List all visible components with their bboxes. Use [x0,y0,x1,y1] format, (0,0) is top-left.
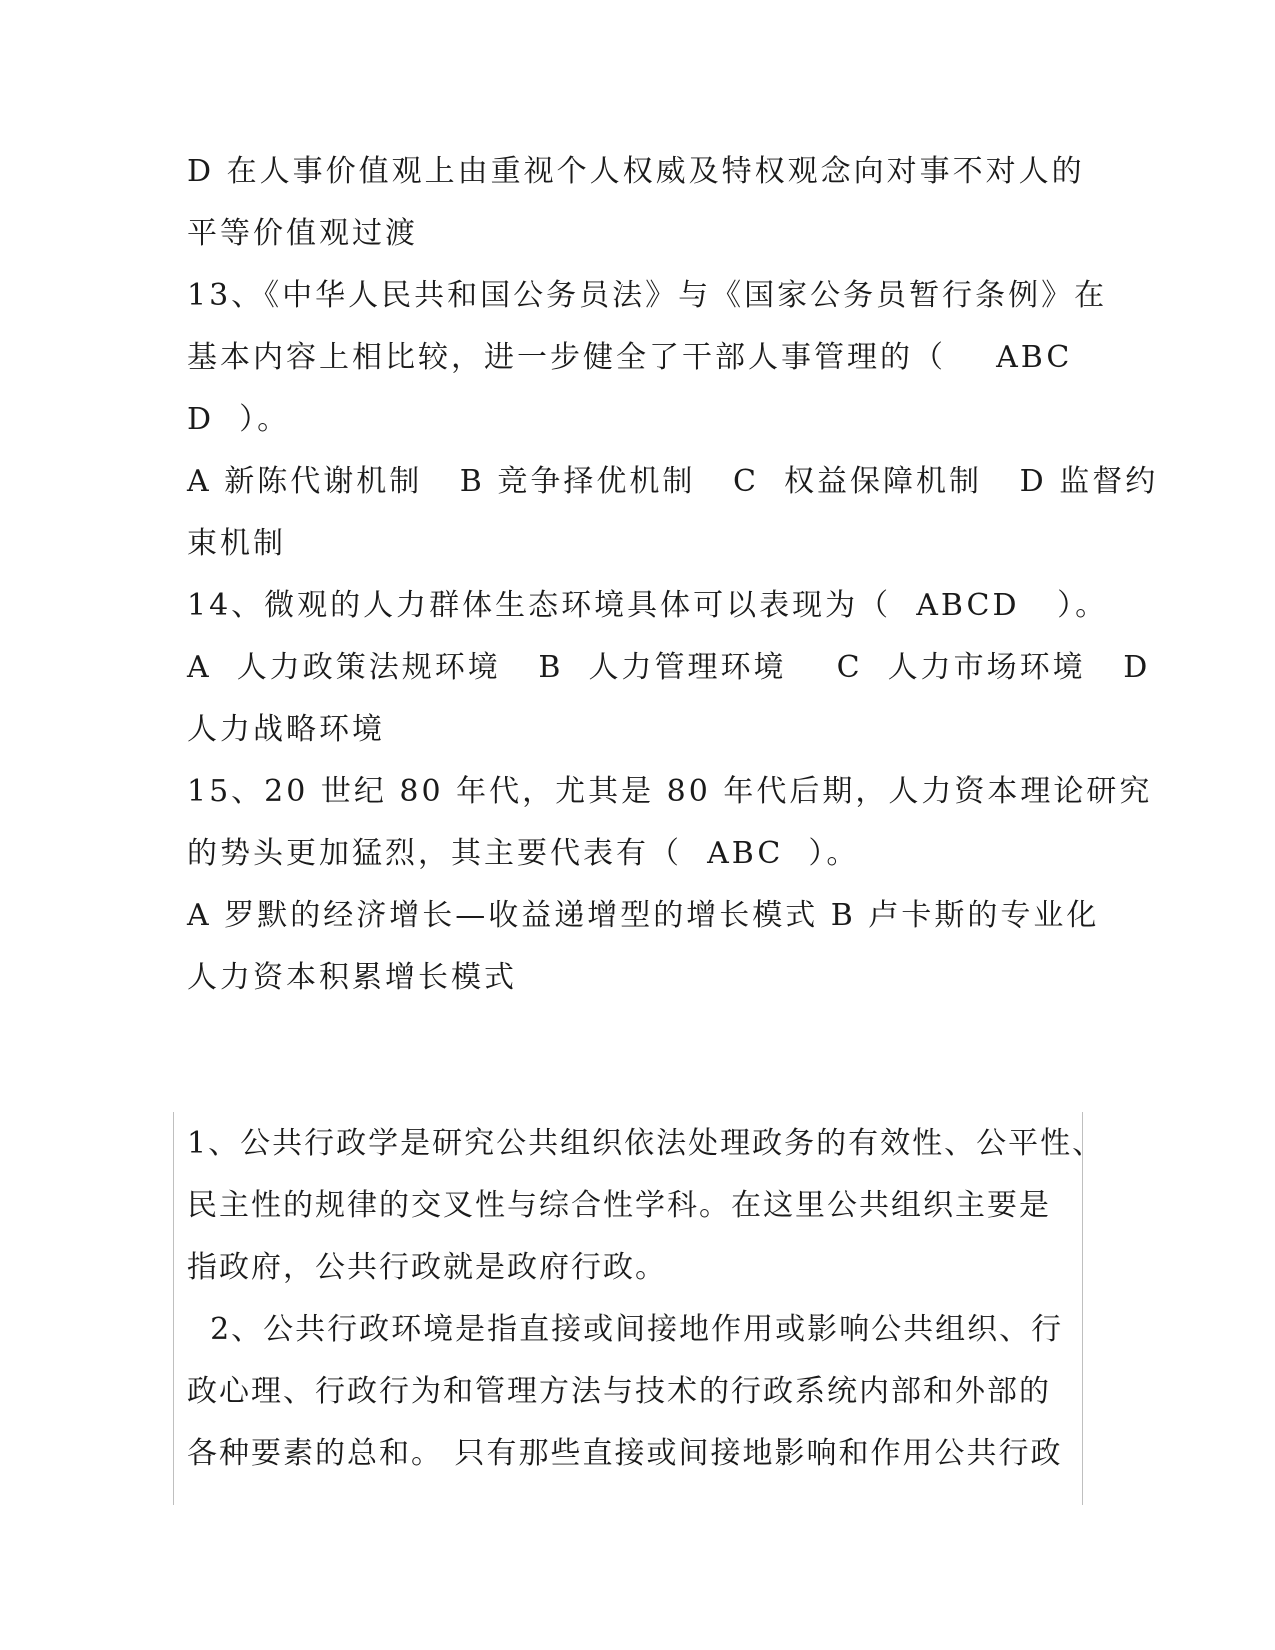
text-line: 民主性的规律的交叉性与综合性学科。在这里公共组织主要是 [187,1188,1051,1223]
box-right-border [1082,1112,1083,1505]
question-14-options: A 人力政策法规环境 B 人力管理环境 C 人力市场环境 D [187,650,1151,685]
text-line: 指政府，公共行政就是政府行政。 [187,1250,667,1285]
text-line: D ）。 [187,402,291,437]
text-line: 人力战略环境 [187,712,385,747]
question-15-stem: 15、20 世纪 80 年代，尤其是 80 年代后期，人力资本理论研究 [187,774,1153,809]
text-line: 各种要素的总和。 只有那些直接或间接地影响和作用公共行政 [187,1436,1063,1471]
question-13-options: A 新陈代谢机制 B 竞争择优机制 C 权益保障机制 D 监督约 [187,464,1159,499]
text-line: 束机制 [187,526,286,561]
definition-1: 1、公共行政学是研究公共组织依法处理政务的有效性、公平性、 [187,1126,1105,1161]
question-13-stem: 13、《中华人民共和国公务员法》与《国家公务员暂行条例》在 [187,278,1108,313]
question-15-options: A 罗默的经济增长—收益递增型的增长模式 B 卢卡斯的专业化 [187,898,1100,933]
text-line: 的势头更加猛烈，其主要代表有（ ABC ）。 [187,836,860,871]
box-left-border [173,1112,174,1505]
text-line: D 在人事价值观上由重视个人权威及特权观念向对事不对人的 [187,154,1085,189]
text-line: 政心理、行政行为和管理方法与技术的行政系统内部和外部的 [187,1374,1051,1409]
text-line: 基本内容上相比较，进一步健全了干部人事管理的（ ABC [187,340,1073,375]
question-14-stem: 14、微观的人力群体生态环境具体可以表现为（ ABCD ）。 [187,588,1109,623]
text-line: 人力资本积累增长模式 [187,960,517,995]
definition-2: 2、公共行政环境是指直接或间接地作用或影响公共组织、行 [187,1312,1064,1347]
text-line: 平等价值观过渡 [187,216,418,251]
